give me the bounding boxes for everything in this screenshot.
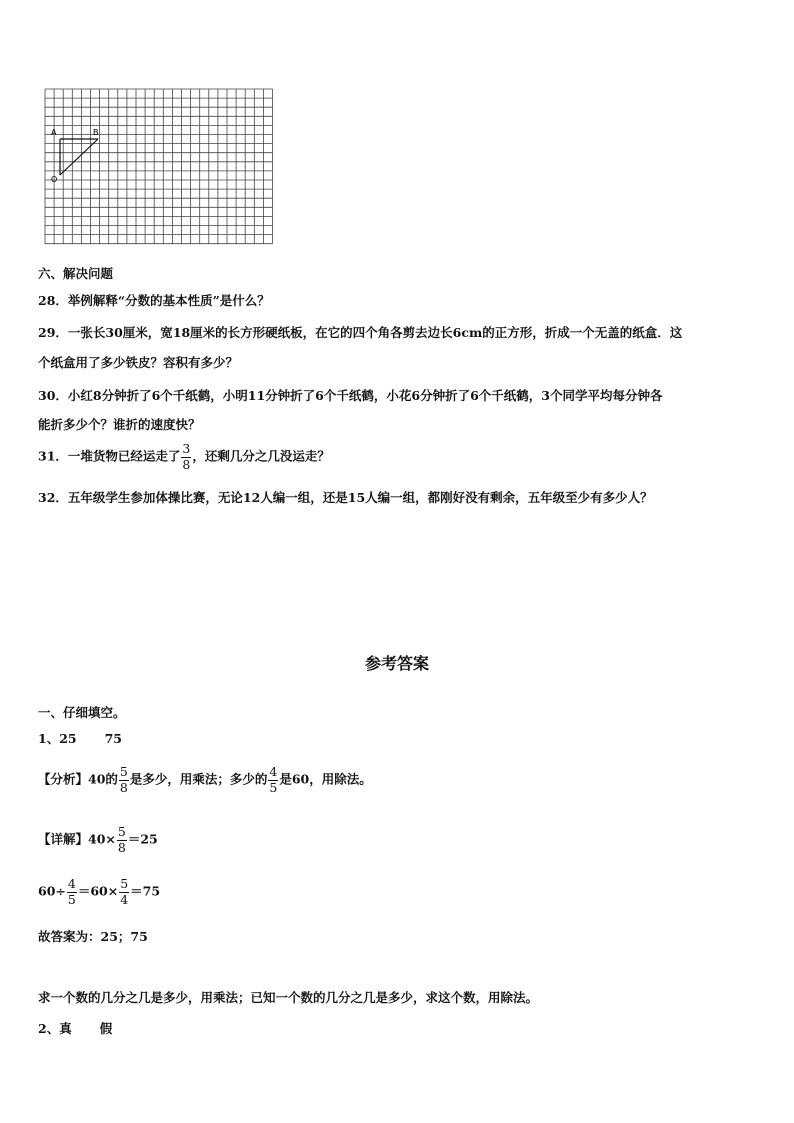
grid-figure (40, 88, 274, 248)
question-31-text-after: ，还剩几分之几没运走？ (192, 448, 330, 464)
fraction-numerator: 5 (117, 824, 126, 839)
answer-2-value2: 假 (99, 1021, 113, 1036)
fraction-denominator: 8 (119, 779, 128, 795)
question-29-line2: 个纸盒用了多少铁皮？容积有多少？ (38, 355, 239, 370)
method-note: 求一个数的几分之几是多少，用乘法；已知一个数的几分之几是多少，求这个数，用除法。 (38, 990, 539, 1005)
answer-1 (38, 729, 122, 747)
answer-2-label: 2、真 (38, 1021, 72, 1036)
fraction-denominator: 5 (269, 779, 278, 795)
fraction-numerator: 4 (269, 764, 278, 779)
grid-lines (45, 89, 273, 244)
analysis-line (38, 766, 372, 794)
calculation-line (38, 878, 160, 906)
fraction-numerator: 4 (67, 876, 76, 891)
calc-text-a: 60÷ (38, 883, 66, 899)
conclusion-line: 故答案为：25；75 (38, 929, 148, 944)
fraction-numerator: 3 (182, 441, 191, 456)
analysis-text-a: 【分析】40的 (38, 771, 118, 787)
question-32: 32．五年级学生参加体操比赛，无论12人编一组，还是15人编一组，都刚好没有剩余，五年级至少有多少人？ (38, 490, 653, 505)
answer-1-label: 1、25 (38, 731, 77, 746)
calc-text-c: ＝75 (130, 883, 161, 899)
label-a: A (51, 128, 57, 137)
answer-2 (38, 1019, 112, 1037)
analysis-text-b: 是多少，用乘法；多少的 (129, 771, 268, 787)
answer-1-value2: 75 (104, 731, 122, 746)
fraction-denominator: 8 (117, 839, 126, 855)
segment-ob (60, 139, 98, 175)
calc-text-b: ＝60× (77, 883, 119, 899)
detail-text-a: 【详解】40× (38, 831, 116, 847)
question-30-line2: 能折多少个？谁折的速度快？ (38, 417, 201, 432)
section-heading: 六、解决问题 (38, 266, 114, 281)
analysis-text-c: 是60，用除法。 (279, 771, 372, 787)
fraction-four-fifths (67, 878, 77, 906)
question-31 (38, 443, 330, 471)
fraction-four-fifths (268, 766, 278, 794)
label-o: O (51, 175, 58, 184)
fraction-three-eighths (181, 443, 191, 471)
question-31-text-before: 31．一堆货物已经运走了 (38, 448, 181, 464)
fraction-denominator: 4 (120, 891, 129, 907)
answers-section-heading: 一、仔细填空。 (38, 705, 126, 720)
question-30-line1: 30．小红8分钟折了6个千纸鹤，小明11分钟折了6个千纸鹤，小花6分钟折了6个千纸鹤，3个同学平均每分钟各 (38, 388, 663, 403)
fraction-denominator: 8 (182, 456, 191, 472)
fraction-denominator: 5 (67, 891, 76, 907)
fraction-five-fourths (119, 878, 129, 906)
fraction-numerator: 5 (119, 764, 128, 779)
detail-text-b: ＝25 (127, 831, 158, 847)
fraction-five-eighths (117, 826, 127, 854)
detail-line (38, 826, 158, 854)
fraction-numerator: 5 (120, 876, 129, 891)
answers-title: 参考答案 (364, 654, 429, 673)
question-28: 28．举例解释“分数的基本性质”是什么？ (38, 293, 270, 308)
fraction-five-eighths (119, 766, 129, 794)
label-b: B (93, 128, 99, 137)
question-29-line1: 29．一张长30厘米，宽18厘米的长方形硬纸板，在它的四个角各剪去边长6cm的正方形，折成一个无盖的纸盒．这 (38, 325, 683, 340)
